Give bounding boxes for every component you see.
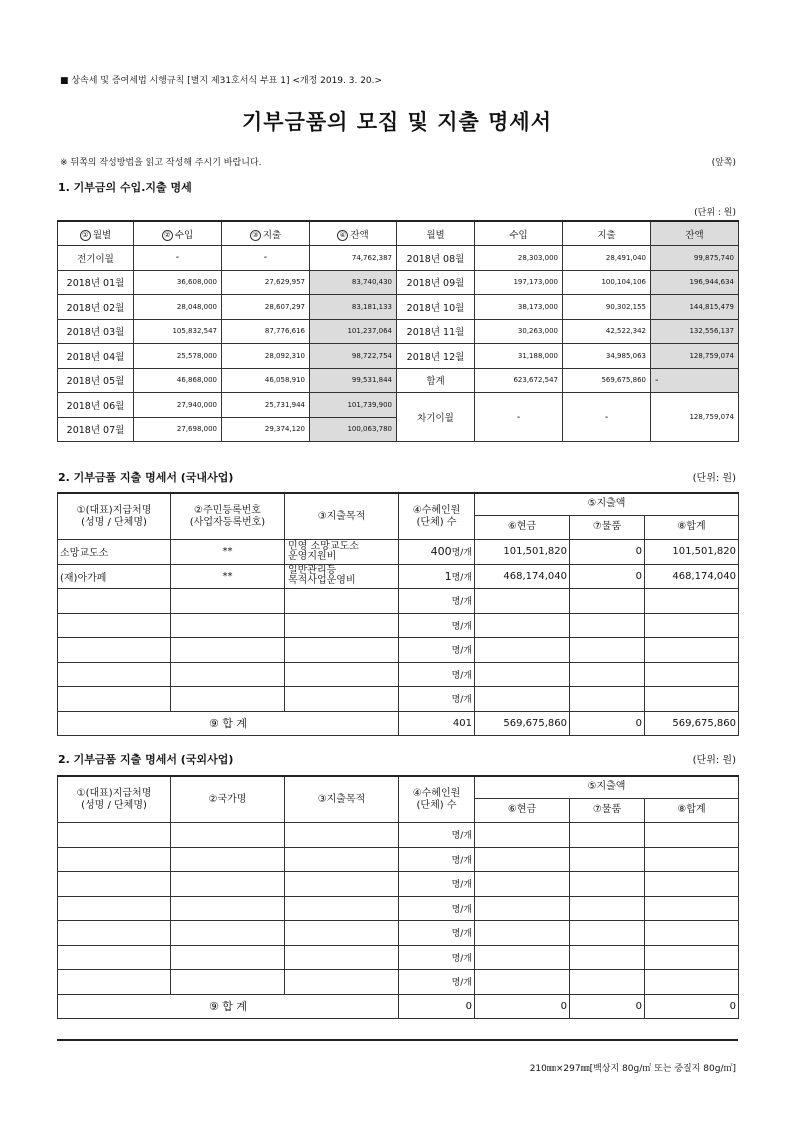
balance-cell: 132,556,137: [651, 319, 739, 344]
header-purpose: ③지출목적: [285, 493, 399, 540]
footer-divider: [57, 1039, 738, 1041]
sum-total: 569,675,860: [645, 711, 739, 736]
balance-cell: 99,531,844: [310, 368, 397, 393]
header-total: ⑧합계: [645, 515, 739, 540]
table-row: [58, 589, 739, 614]
balance-cell: 101,237,064: [310, 319, 397, 344]
sum-count: 401: [399, 711, 475, 736]
month-cell: 2018년 04월: [58, 344, 134, 369]
month-cell: 2018년 10월: [397, 295, 475, 320]
header-country: ②국가명: [171, 776, 285, 823]
table-row: [58, 638, 739, 663]
header-balance-2: 잔액: [651, 221, 739, 246]
expense-cell: 42,522,342: [563, 319, 651, 344]
header-amount: ⑤지출액: [475, 493, 739, 515]
sum-row: [58, 711, 739, 736]
income-cell: -: [134, 246, 222, 271]
table-row: [58, 368, 739, 393]
table-row: [58, 246, 739, 271]
month-cell: 2018년 03월: [58, 319, 134, 344]
header-recipient: ①(대표)지급처명 (성명 / 단체명): [58, 776, 171, 823]
expense-cell: 100,104,106: [563, 270, 651, 295]
month-cell: 2018년 06월: [58, 393, 134, 418]
count-cell: 1명/개: [399, 564, 475, 589]
table-row: [58, 613, 739, 638]
carryover-income-cell: -: [475, 393, 563, 442]
balance-cell: 144,815,479: [651, 295, 739, 320]
balance-cell: 83,181,133: [310, 295, 397, 320]
table-row: [58, 662, 739, 687]
expense-cell: 28,607,297: [222, 295, 310, 320]
recipient-cell: 소망교도소: [58, 540, 171, 565]
section3-title: 2. 기부금품 지출 명세서 (국외사업): [58, 753, 234, 766]
section2-unit: (단위: 원): [692, 473, 736, 484]
expense-cell: 25,731,944: [222, 393, 310, 418]
total-cell: 468,174,040: [645, 564, 739, 589]
goods-cell: 0: [570, 564, 645, 589]
header-total: ⑧합계: [645, 798, 739, 823]
sum-total: 0: [645, 994, 739, 1019]
income-cell: 46,868,000: [134, 368, 222, 393]
table-row: [58, 687, 739, 712]
overseas-expense-table: [57, 775, 739, 1019]
sum-goods: 0: [570, 711, 645, 736]
count-cell: 명/개: [399, 921, 475, 946]
balance-cell: 99,875,740: [651, 246, 739, 271]
header-goods: ⑦물품: [570, 515, 645, 540]
purpose-cell: 일반관리등 목적사업운영비: [285, 564, 399, 589]
income-cell: 28,303,000: [475, 246, 563, 271]
table-row: [58, 921, 739, 946]
header-recipient: ①(대표)지급처명 (성명 / 단체명): [58, 493, 171, 540]
balance-cell: 98,722,754: [310, 344, 397, 369]
sum-goods: 0: [570, 994, 645, 1019]
table-row: [58, 564, 739, 589]
sum-cash: 569,675,860: [475, 711, 570, 736]
section1-title: 1. 기부금의 수입.지출 명세: [58, 181, 192, 194]
cash-cell: 101,501,820: [475, 540, 570, 565]
count-cell: 명/개: [399, 613, 475, 638]
expense-cell: 27,629,957: [222, 270, 310, 295]
table-row: [58, 344, 739, 369]
expense-cell: 29,374,120: [222, 417, 310, 442]
recipient-cell: (재)아가페: [58, 564, 171, 589]
table-row: [58, 945, 739, 970]
paper-spec: 210㎜×297㎜[백상지 80g/㎡ 또는 중질지 80g/㎡]: [529, 1064, 736, 1074]
section2-title: 2. 기부금품 지출 명세서 (국내사업): [58, 471, 234, 484]
header-purpose: ③지출목적: [285, 776, 399, 823]
header-balance: ④ 잔액: [310, 221, 397, 246]
income-total-cell: 623,672,547: [475, 368, 563, 393]
header-goods: ⑦물품: [570, 798, 645, 823]
header-expense: ③ 지출: [222, 221, 310, 246]
table-row: [58, 970, 739, 995]
balance-cell: 100,063,780: [310, 417, 397, 442]
table-row: [58, 270, 739, 295]
expense-cell: 46,058,910: [222, 368, 310, 393]
page-side-label: (앞쪽): [711, 158, 736, 168]
header-cash: ⑥현금: [475, 515, 570, 540]
domestic-expense-table: [57, 492, 739, 736]
expense-cell: 87,776,616: [222, 319, 310, 344]
income-cell: 30,263,000: [475, 319, 563, 344]
sum-count: 0: [399, 994, 475, 1019]
month-cell: 전기이월: [58, 246, 134, 271]
expense-cell: 28,491,040: [563, 246, 651, 271]
table-row: [58, 823, 739, 848]
income-cell: 38,173,000: [475, 295, 563, 320]
table-row: [58, 872, 739, 897]
table-row: [58, 540, 739, 565]
income-cell: 27,940,000: [134, 393, 222, 418]
month-cell: 2018년 11월: [397, 319, 475, 344]
month-cell: 2018년 02월: [58, 295, 134, 320]
income-expense-table: [57, 220, 739, 442]
table-row: [58, 319, 739, 344]
header-month-2: 월별: [397, 221, 475, 246]
month-cell: 2018년 09월: [397, 270, 475, 295]
instruction-note: ※ 뒤쪽의 작성방법을 읽고 작성해 주시기 바랍니다.: [60, 158, 262, 168]
balance-cell: 196,944,634: [651, 270, 739, 295]
header-cash: ⑥현금: [475, 798, 570, 823]
table-row: [58, 295, 739, 320]
header-income-2: 수입: [475, 221, 563, 246]
count-cell: 명/개: [399, 823, 475, 848]
balance-cell: 101,739,900: [310, 393, 397, 418]
balance-cell: 83,740,430: [310, 270, 397, 295]
purpose-cell: 민영 소망교도소 운영지원비: [285, 540, 399, 565]
expense-cell: 34,985,063: [563, 344, 651, 369]
income-cell: 197,173,000: [475, 270, 563, 295]
section1-unit: (단위 : 원): [694, 208, 736, 218]
count-cell: 명/개: [399, 945, 475, 970]
income-cell: 25,578,000: [134, 344, 222, 369]
total-cell: 101,501,820: [645, 540, 739, 565]
carryover-label-cell: 차기이월: [397, 393, 475, 442]
header-expense-2: 지출: [563, 221, 651, 246]
goods-cell: 0: [570, 540, 645, 565]
count-cell: 명/개: [399, 662, 475, 687]
month-cell: 2018년 08월: [397, 246, 475, 271]
expense-cell: -: [222, 246, 310, 271]
sum-cash: 0: [475, 994, 570, 1019]
carryover-expense-cell: -: [563, 393, 651, 442]
income-cell: 28,048,000: [134, 295, 222, 320]
balance-cell: 128,759,074: [651, 344, 739, 369]
table-header-row: [58, 221, 739, 246]
income-cell: 36,608,000: [134, 270, 222, 295]
table-row: [58, 847, 739, 872]
table-row: [58, 393, 739, 418]
sum-label: ⑨ 합 계: [58, 711, 399, 736]
sum-row: [58, 994, 739, 1019]
expense-cell: 28,092,310: [222, 344, 310, 369]
income-cell: 27,698,000: [134, 417, 222, 442]
count-cell: 명/개: [399, 896, 475, 921]
header-count: ④수혜인원 (단체) 수: [399, 776, 475, 823]
count-cell: 400명/개: [399, 540, 475, 565]
regno-cell: **: [171, 540, 285, 565]
count-cell: 명/개: [399, 589, 475, 614]
month-cell: 2018년 07월: [58, 417, 134, 442]
table-row: [58, 896, 739, 921]
header-count: ④수혜인원 (단체) 수: [399, 493, 475, 540]
count-cell: 명/개: [399, 970, 475, 995]
page-title: 기부금품의 모집 및 지출 명세서: [242, 110, 552, 134]
section3-unit: (단위: 원): [692, 755, 736, 766]
header-month: ① 월별: [58, 221, 134, 246]
count-cell: 명/개: [399, 687, 475, 712]
header-regno: ②주민등록번호 (사업자등록번호): [171, 493, 285, 540]
month-cell: 2018년 01월: [58, 270, 134, 295]
regno-cell: **: [171, 564, 285, 589]
expense-total-cell: 569,675,860: [563, 368, 651, 393]
count-cell: 명/개: [399, 847, 475, 872]
month-cell: 2018년 05월: [58, 368, 134, 393]
total-label-cell: 합계: [397, 368, 475, 393]
balance-cell: 74,762,387: [310, 246, 397, 271]
carryover-balance-cell: 128,759,074: [651, 393, 739, 442]
header-income: ② 수입: [134, 221, 222, 246]
expense-cell: 90,302,155: [563, 295, 651, 320]
month-cell: 2018년 12월: [397, 344, 475, 369]
header-amount: ⑤지출액: [475, 776, 739, 798]
sum-label: ⑨ 합 계: [58, 994, 399, 1019]
count-cell: 명/개: [399, 872, 475, 897]
income-cell: 105,832,547: [134, 319, 222, 344]
legal-reference: ■ 상속세 및 증여세법 시행규칙 [별지 제31호서식 부표 1] <개정 2019. 3. 20.>: [60, 76, 383, 86]
cash-cell: 468,174,040: [475, 564, 570, 589]
balance-total-cell: -: [651, 368, 739, 393]
income-cell: 31,188,000: [475, 344, 563, 369]
count-cell: 명/개: [399, 638, 475, 663]
